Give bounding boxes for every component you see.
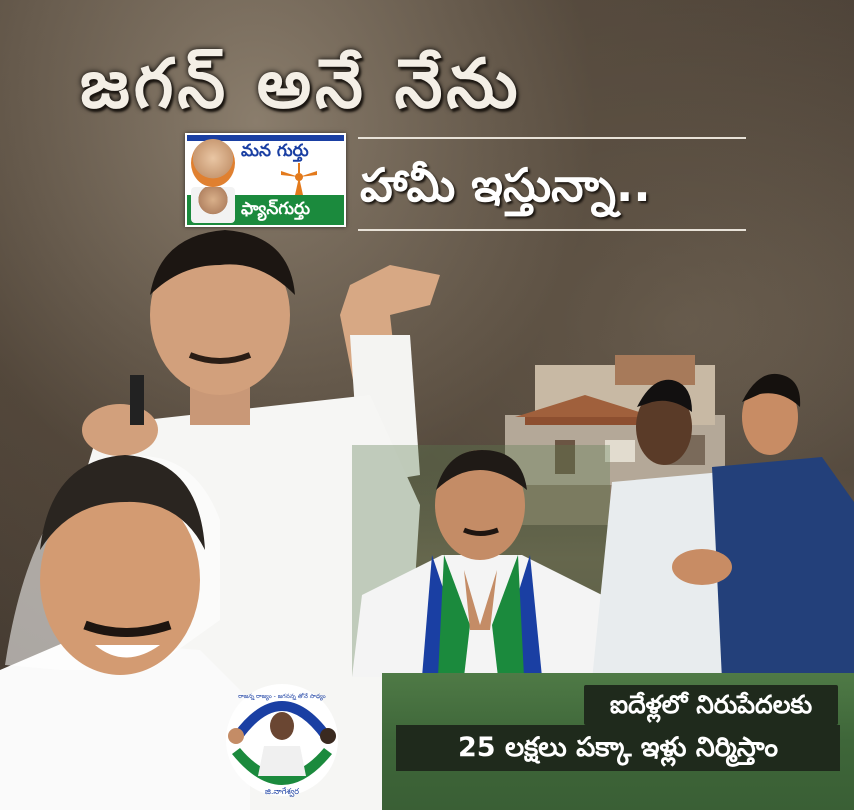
promise-line-1: ఐదేళ్లలో నిరుపేదలకు — [584, 685, 838, 725]
tagline-text: హామీ ఇస్తున్నా.. — [360, 158, 651, 212]
headline-title: జగన్ అనే నేను — [80, 45, 522, 124]
emblem-caption: జి.నాగేశ్వర — [265, 787, 299, 796]
emblem-arc-text: రాజన్న రాజ్యం - జగనన్న తోనే సాధ్యం — [238, 693, 326, 700]
tagline-rule-top — [358, 137, 746, 139]
two-men-greeting-photo — [592, 372, 854, 680]
candidate-emblem — [216, 676, 348, 800]
candidate-portrait-icon — [191, 187, 235, 223]
logo-line-1: మన గుర్తు — [241, 141, 309, 161]
party-logo — [185, 133, 346, 227]
promise-line-2: 25 లక్షలు పక్కా ఇళ్లు నిర్మిస్తాం — [396, 725, 840, 771]
candidate-portrait — [0, 440, 250, 810]
leader-portrait-icon — [191, 139, 235, 187]
fan-symbol-icon — [279, 161, 319, 197]
politician-namaste-portrait — [352, 445, 610, 677]
logo-line-2: ఫ్యాన్‌గుర్తు — [241, 199, 311, 219]
